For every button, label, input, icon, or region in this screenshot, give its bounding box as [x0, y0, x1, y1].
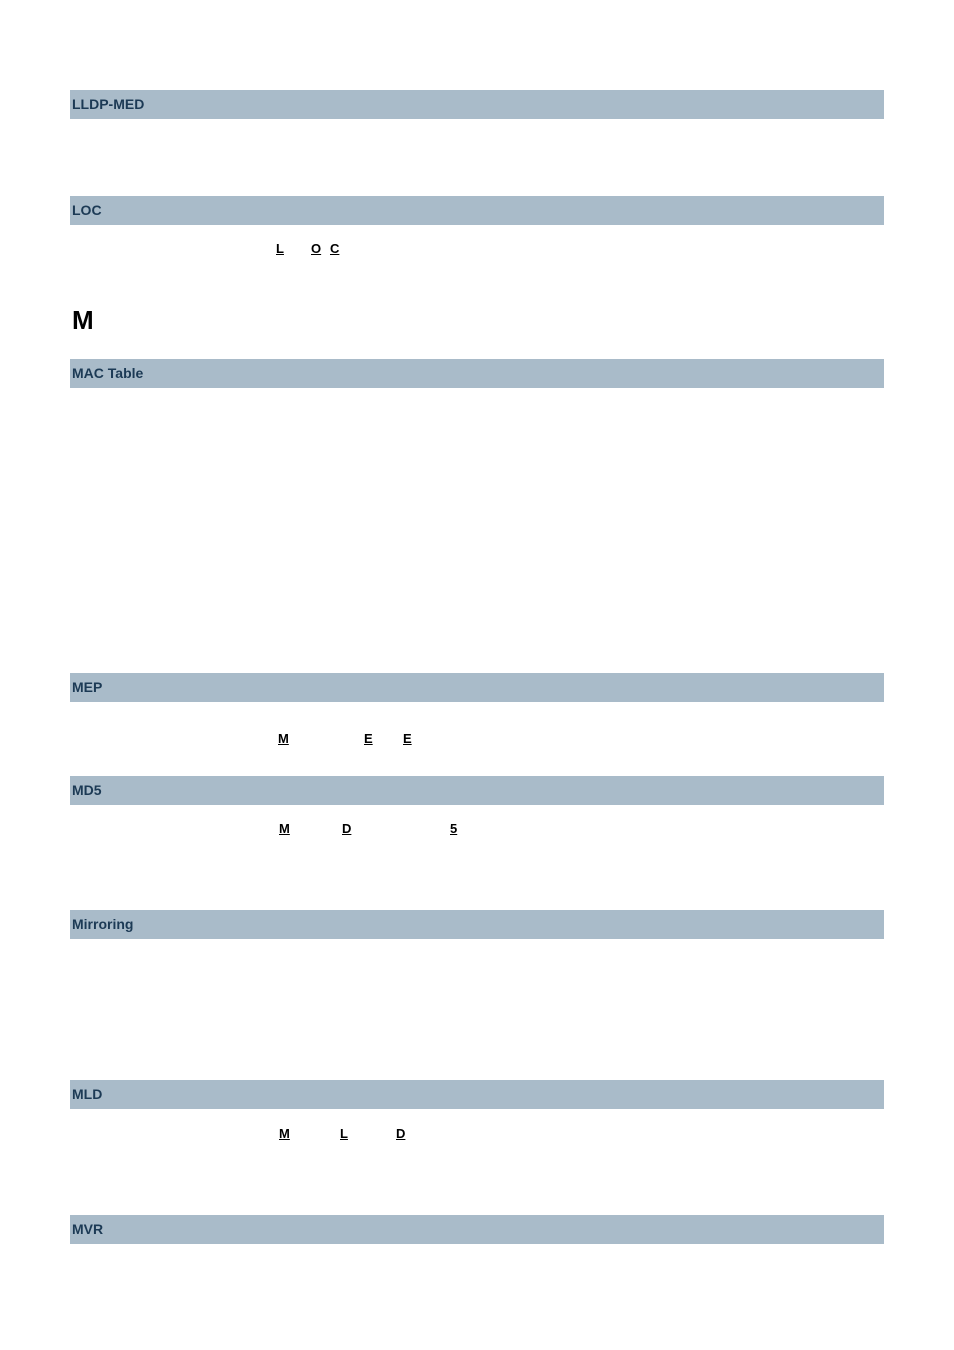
- acronym-letter: L: [276, 241, 284, 256]
- acronym-letter: M: [278, 731, 289, 746]
- section-header-mep: MEP: [70, 673, 884, 702]
- section-header-mac-table: MAC Table: [70, 359, 884, 388]
- acronym-letter: E: [403, 731, 412, 746]
- acronym-letter: O: [311, 241, 322, 256]
- acronym-letter: L: [340, 1126, 348, 1141]
- acronym-letter: D: [396, 1126, 406, 1141]
- section-header-mvr: MVR: [70, 1215, 884, 1244]
- acronym-letter: C: [330, 241, 340, 256]
- section-header-loc: LOC: [70, 196, 884, 225]
- section-header-mirroring: Mirroring: [70, 910, 884, 939]
- acronym-letter: E: [364, 731, 373, 746]
- acronym-letter: M: [279, 821, 290, 836]
- section-header-md5: MD5: [70, 776, 884, 805]
- acronym-letter: M: [279, 1126, 290, 1141]
- acronym-letter: D: [342, 821, 352, 836]
- section-header-mld: MLD: [70, 1080, 884, 1109]
- section-header-lldp-med: LLDP-MED: [70, 90, 884, 119]
- acronym-letter: 5: [450, 821, 458, 836]
- index-letter-heading: M: [72, 305, 94, 335]
